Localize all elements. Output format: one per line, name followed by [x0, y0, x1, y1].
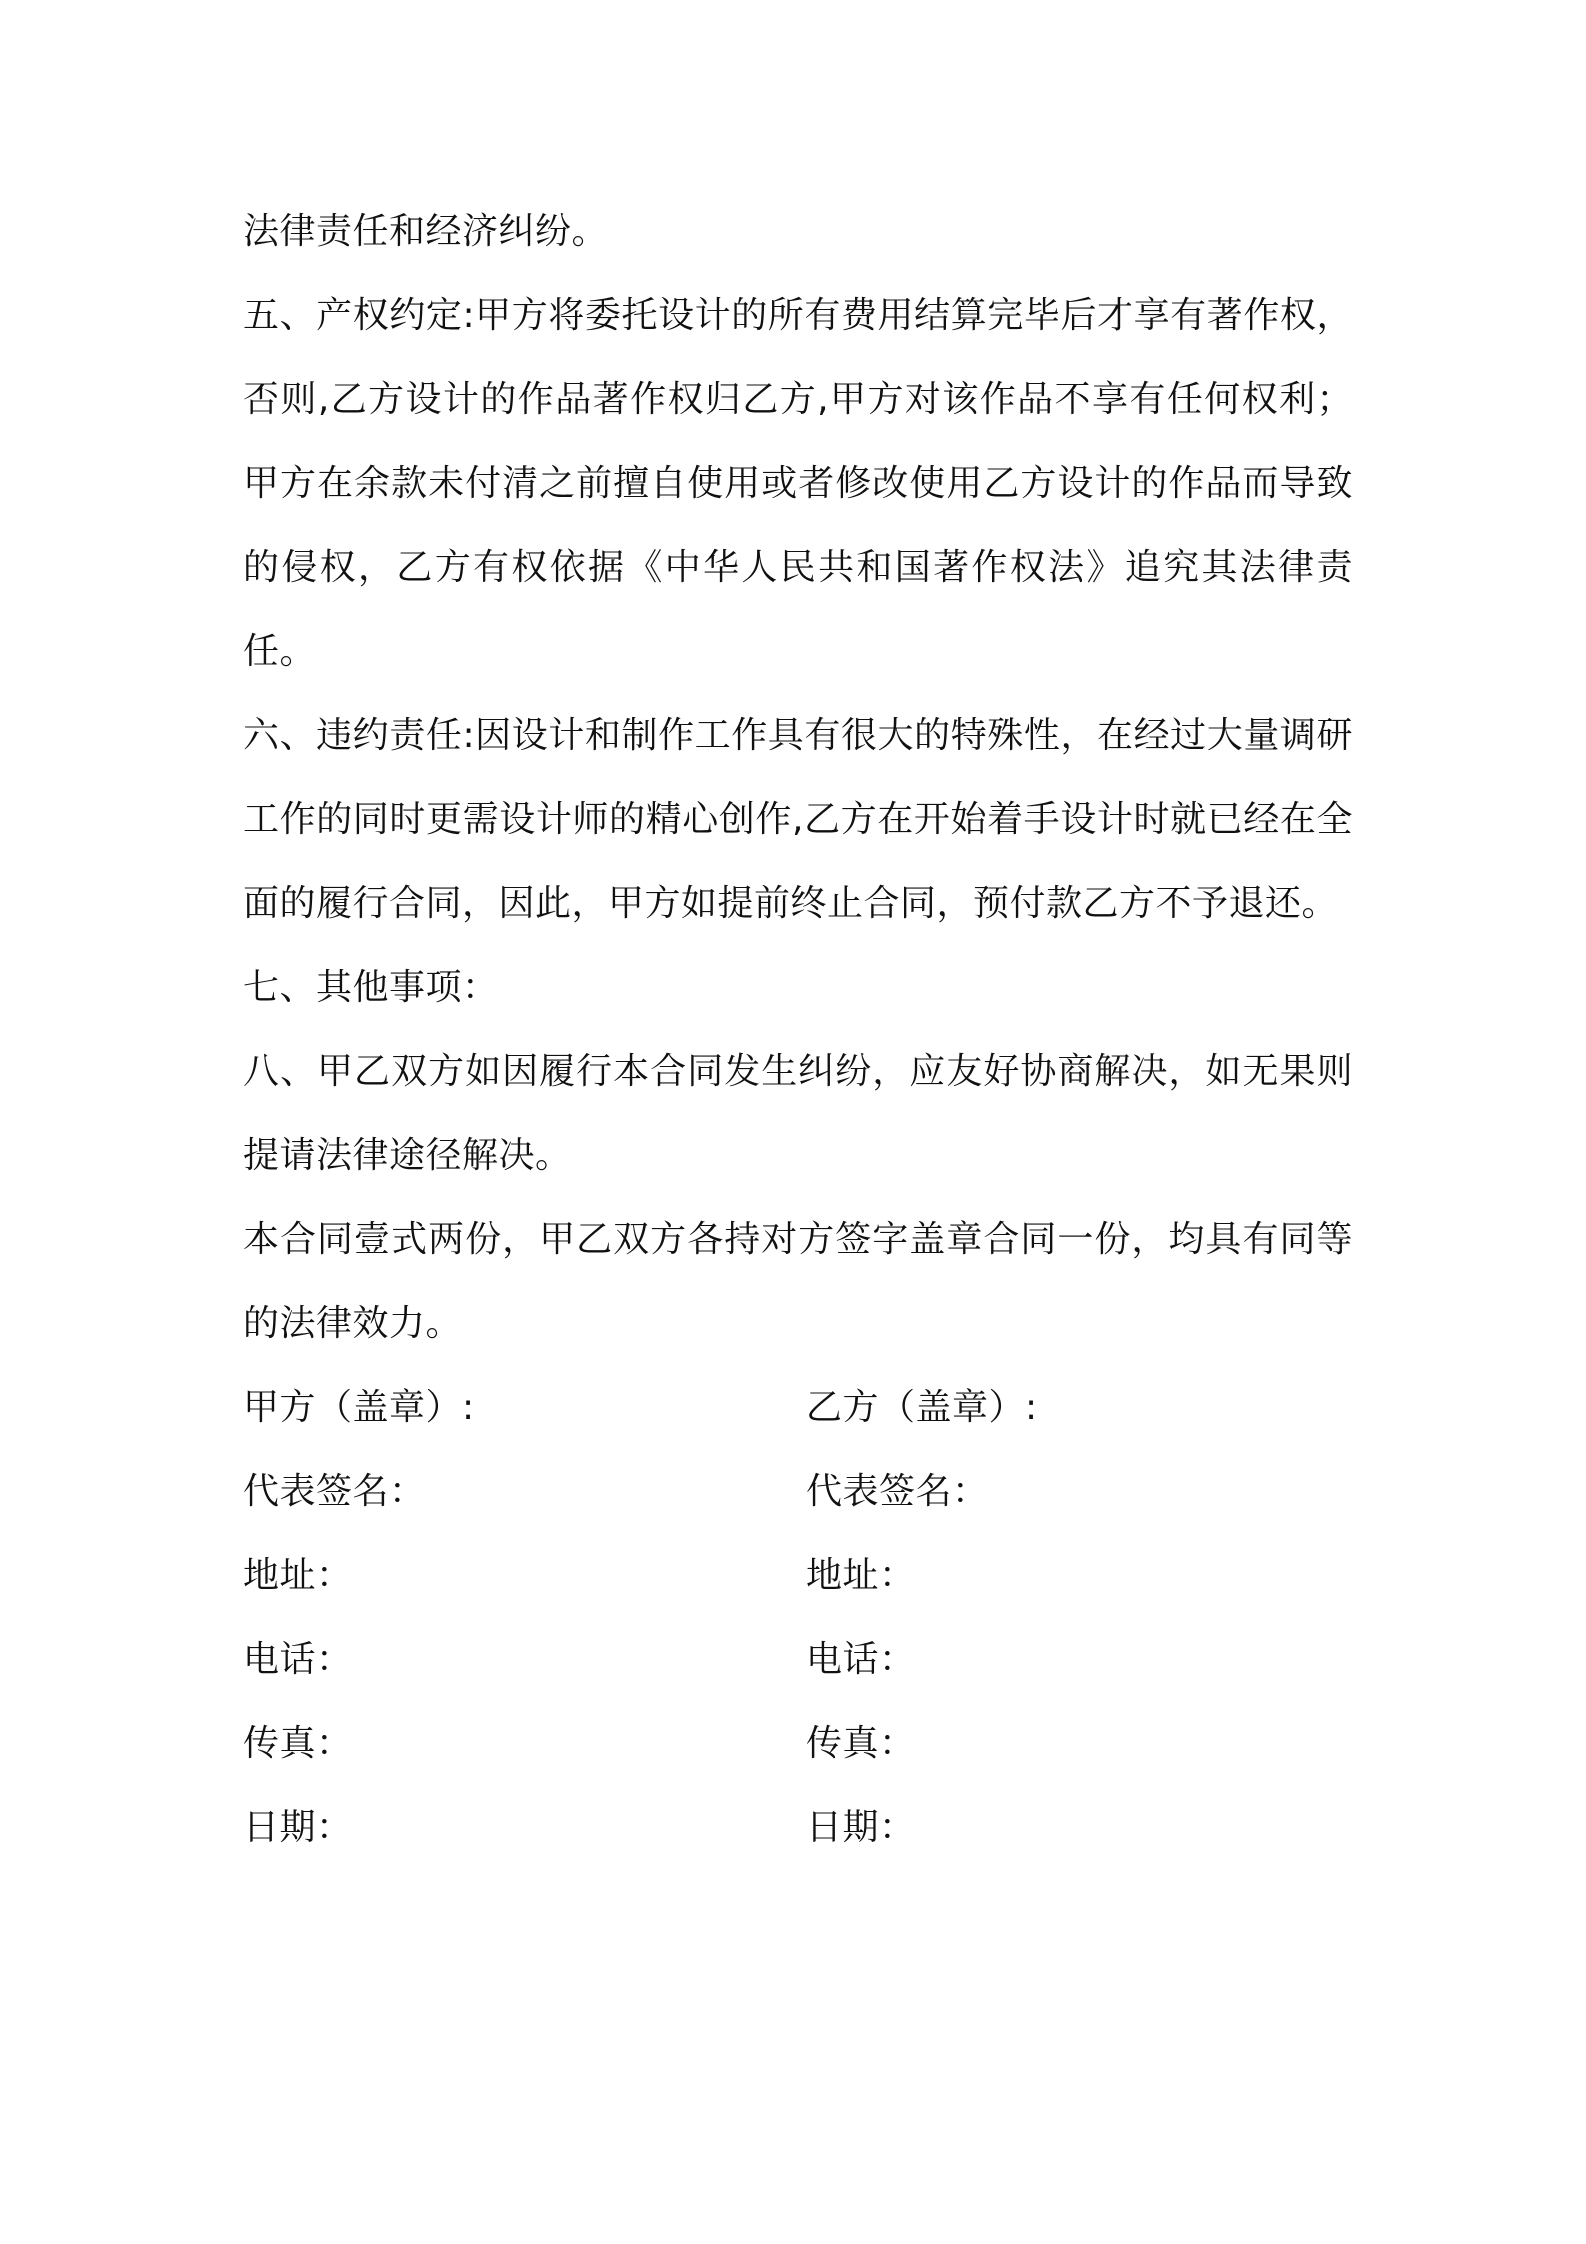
party-b-fax-label: 传真： [806, 1723, 916, 1764]
signature-row-fax [243, 1702, 1353, 1786]
signature-row-date [243, 1786, 1353, 1870]
signature-row-representative [243, 1450, 1353, 1534]
party-a-address-label: 地址： [243, 1555, 353, 1596]
paragraph-other-matters: 七、其他事项： [243, 967, 499, 1008]
paragraph-dispute-resolution: 八、甲乙双方如因履行本合同发生纠纷，应友好协商解决，如无果则提请法律途径解决。 [243, 1051, 1353, 1176]
paragraph-liability-continued: 法律责任和经济纠纷。 [243, 211, 609, 252]
signature-block [243, 1366, 1353, 1870]
party-b-seal-label: 乙方（盖章）: [806, 1387, 1038, 1428]
party-a-seal-label: 甲方（盖章）: [243, 1387, 475, 1428]
paragraph-breach-liability: 六、违约责任:因设计和制作工作具有很大的特殊性，在经过大量调研工作的同时更需设计师的精心创作,乙方在开始着手设计时就已经在全面的履行合同，因此，甲方如提前终止合同，预付款乙方不予退还。 [243, 715, 1353, 924]
party-b-representative-label: 代表签名： [806, 1471, 989, 1512]
party-b-date-label: 日期： [806, 1807, 916, 1848]
document-body [243, 190, 1353, 1870]
paragraph-copies: 本合同壹式两份，甲乙双方各持对方签字盖章合同一份，均具有同等的法律效力。 [243, 1219, 1353, 1344]
paragraph-property-rights: 五、产权约定:甲方将委托设计的所有费用结算完毕后才享有著作权，否则,乙方设计的作品著作权归乙方,甲方对该作品不享有任何权利；甲方在余款未付清之前擅自使用或者修改使用乙方设计的作品而导致的侵权，乙方有权依据《中华人民共和国著作权法》追究其法律责任。 [243, 295, 1353, 672]
signature-row-address [243, 1534, 1353, 1618]
party-b-phone-label: 电话： [806, 1639, 916, 1680]
party-a-phone-label: 电话： [243, 1639, 353, 1680]
party-b-address-label: 地址： [806, 1555, 916, 1596]
signature-row-phone [243, 1618, 1353, 1702]
party-a-fax-label: 传真： [243, 1723, 353, 1764]
party-a-representative-label: 代表签名： [243, 1471, 426, 1512]
party-a-date-label: 日期： [243, 1807, 353, 1848]
signature-row-seal [243, 1366, 1353, 1450]
